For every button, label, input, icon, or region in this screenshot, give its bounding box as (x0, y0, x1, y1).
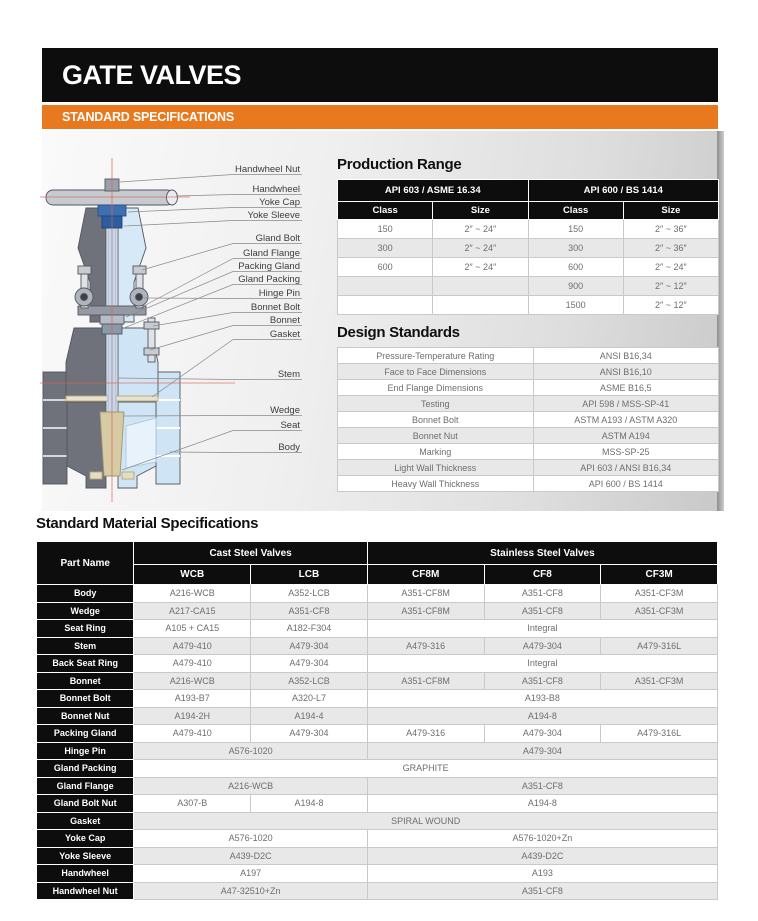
design-standard-value: API 598 / MSS-SP-41 (533, 396, 719, 412)
material-row (37, 847, 718, 865)
production-cell: 2″ ~ 24″ (623, 258, 718, 277)
material-row (37, 795, 718, 813)
material-cell: A193-B7 (134, 690, 251, 708)
material-specs-title: Standard Material Specifications (36, 515, 259, 532)
production-cell: 1500 (528, 296, 623, 315)
material-cell: A479-316 (367, 637, 484, 655)
material-cell: A576-1020 (134, 742, 367, 760)
material-cell: A351-CF8 (484, 672, 601, 690)
design-standard-value: ANSI B16,34 (533, 348, 719, 364)
part-label: Yoke Cap (259, 197, 300, 208)
part-name-cell: Gasket (37, 812, 134, 830)
material-cell: A479-410 (134, 637, 251, 655)
leader-line (124, 221, 302, 227)
part-label: Gland Packing (238, 274, 300, 285)
material-cell: A182-F304 (251, 620, 368, 638)
production-cell: 2″ ~ 24″ (433, 239, 528, 258)
design-standard-value: ANSI B16,10 (533, 364, 719, 380)
valve-group-header: Cast Steel Valves (134, 542, 367, 565)
design-standard-row (338, 348, 719, 364)
design-standard-value: API 603 / ANSI B16,34 (533, 460, 719, 476)
material-cell: A193 (367, 865, 717, 883)
design-standard-item: End Flange Dimensions (338, 380, 534, 396)
design-standard-row (338, 364, 719, 380)
material-cell: A197 (134, 865, 367, 883)
part-name-header: Part Name (37, 542, 134, 585)
design-standard-item: Heavy Wall Thickness (338, 476, 534, 492)
material-cell: A194-8 (367, 795, 717, 813)
design-standard-value: ASME B16,5 (533, 380, 719, 396)
part-name-cell: Body (37, 585, 134, 603)
production-cell: 2″ ~ 12″ (623, 296, 718, 315)
part-label: Bonnet (269, 315, 300, 326)
material-cell: A194-8 (251, 795, 368, 813)
part-label: Yoke Sleeve (247, 210, 300, 221)
part-name-cell: Handwheel (37, 865, 134, 883)
material-cell: A479-304 (367, 742, 717, 760)
material-cell: A351-CF3M (601, 602, 718, 620)
material-row (37, 812, 718, 830)
design-standard-row (338, 396, 719, 412)
production-cell: 2″ ~ 12″ (623, 277, 718, 296)
section-banner (42, 105, 718, 129)
column-header-row (37, 565, 718, 585)
material-cell: A217-CA15 (134, 602, 251, 620)
material-row (37, 620, 718, 638)
part-name-cell: Yoke Cap (37, 830, 134, 848)
part-label: Bonnet Bolt (250, 302, 300, 313)
production-cell (338, 277, 433, 296)
production-range-table (337, 179, 719, 315)
material-row (37, 585, 718, 603)
production-cell (433, 277, 528, 296)
material-row (37, 830, 718, 848)
material-cell: A194-2H (134, 707, 251, 725)
material-cell: A351-CF8 (367, 882, 717, 900)
production-row (338, 220, 719, 239)
material-cell: A351-CF8 (484, 602, 601, 620)
material-row (37, 672, 718, 690)
column-header: Class (338, 202, 433, 220)
part-label: Handwheel Nut (235, 164, 300, 175)
production-cell: 300 (528, 239, 623, 258)
design-standard-value: ASTM A193 / ASTM A320 (533, 412, 719, 428)
part-label: Seat (280, 420, 300, 431)
material-cell: A351-CF8M (367, 672, 484, 690)
production-cell: 2″ ~ 24″ (433, 220, 528, 239)
part-name-cell: Wedge (37, 602, 134, 620)
part-name-cell: Back Seat Ring (37, 655, 134, 673)
part-label: Gland Flange (242, 248, 300, 259)
part-label: Gasket (269, 329, 300, 340)
design-standard-item: Bonnet Bolt (338, 412, 534, 428)
material-grade-header: LCB (251, 565, 368, 585)
material-cell: A320-L7 (251, 690, 368, 708)
material-row (37, 707, 718, 725)
design-standard-row (338, 444, 719, 460)
production-cell: 600 (528, 258, 623, 277)
material-cell: A216-WCB (134, 585, 251, 603)
material-cell: A479-410 (134, 655, 251, 673)
design-standard-value: ASTM A194 (533, 428, 719, 444)
material-cell: A479-316 (367, 725, 484, 743)
material-cell: A479-316L (601, 637, 718, 655)
design-standards-title: Design Standards (337, 324, 460, 341)
group-header-row (37, 542, 718, 565)
material-cell: A479-304 (484, 725, 601, 743)
material-cell: A351-CF8M (367, 585, 484, 603)
part-name-cell: Gland Bolt Nut (37, 795, 134, 813)
material-cell: A576-1020+Zn (367, 830, 717, 848)
material-cell: A352-LCB (251, 672, 368, 690)
design-standard-row (338, 412, 719, 428)
design-standards-table (337, 347, 719, 492)
group-header-row (338, 180, 719, 202)
production-row (338, 258, 719, 277)
production-cell: 150 (338, 220, 433, 239)
column-header: Size (623, 202, 718, 220)
material-row (37, 690, 718, 708)
material-row (37, 602, 718, 620)
material-row (37, 637, 718, 655)
part-name-cell: Yoke Sleeve (37, 847, 134, 865)
material-cell: A479-304 (251, 655, 368, 673)
part-label: Stem (277, 369, 300, 380)
material-cell: A194-8 (367, 707, 717, 725)
material-cell: A439-D2C (134, 847, 367, 865)
design-standard-row (338, 428, 719, 444)
group-header: API 600 / BS 1414 (528, 180, 719, 202)
design-standard-item: Pressure-Temperature Rating (338, 348, 534, 364)
production-row (338, 277, 719, 296)
material-row (37, 742, 718, 760)
material-cell: A576-1020 (134, 830, 367, 848)
valve-artwork (43, 179, 180, 488)
material-cell: A307-B (134, 795, 251, 813)
material-row (37, 777, 718, 795)
material-row (37, 760, 718, 778)
material-cell: A193-B8 (367, 690, 717, 708)
material-row (37, 865, 718, 883)
part-name-cell: Bonnet Nut (37, 707, 134, 725)
design-standard-item: Face to Face Dimensions (338, 364, 534, 380)
material-cell: SPIRAL WOUND (134, 812, 718, 830)
material-row (37, 725, 718, 743)
design-standard-item: Bonnet Nut (338, 428, 534, 444)
page-title: GATE VALVES (62, 60, 242, 90)
material-cell: A351-CF3M (601, 672, 718, 690)
section-banner-label: STANDARD SPECIFICATIONS (62, 110, 235, 124)
gate-valve-cross-section-diagram (40, 150, 332, 510)
design-standard-item: Marking (338, 444, 534, 460)
material-cell: A194-4 (251, 707, 368, 725)
part-name-cell: Gland Packing (37, 760, 134, 778)
material-cell: A479-304 (251, 637, 368, 655)
design-standard-item: Testing (338, 396, 534, 412)
part-name-cell: Stem (37, 637, 134, 655)
design-standard-value: MSS-SP-25 (533, 444, 719, 460)
production-cell: 2″ ~ 36″ (623, 220, 718, 239)
valve-group-header: Stainless Steel Valves (367, 542, 717, 565)
material-grade-header: CF3M (601, 565, 718, 585)
part-label: Hinge Pin (258, 288, 300, 299)
material-grade-header: WCB (134, 565, 251, 585)
production-cell (433, 296, 528, 315)
part-name-cell: Seat Ring (37, 620, 134, 638)
part-name-cell: Gland Flange (37, 777, 134, 795)
production-cell (338, 296, 433, 315)
part-label: Handwheel (252, 184, 300, 195)
part-name-cell: Bonnet Bolt (37, 690, 134, 708)
design-standard-row (338, 476, 719, 492)
column-header-row (338, 202, 719, 220)
design-standard-row (338, 460, 719, 476)
material-cell: A439-D2C (367, 847, 717, 865)
material-row (37, 882, 718, 900)
material-cell: A216-WCB (134, 777, 367, 795)
material-cell: Integral (367, 620, 717, 638)
material-cell: A351-CF3M (601, 585, 718, 603)
material-cell: A105 + CA15 (134, 620, 251, 638)
part-label: Body (278, 442, 300, 453)
production-cell: 2″ ~ 36″ (623, 239, 718, 258)
production-row (338, 239, 719, 258)
column-header: Size (433, 202, 528, 220)
material-cell: A47-32510+Zn (134, 882, 367, 900)
part-label: Gland Bolt (255, 233, 300, 244)
design-standard-item: Light Wall Thickness (338, 460, 534, 476)
part-name-cell: Packing Gland (37, 725, 134, 743)
design-standard-value: API 600 / BS 1414 (533, 476, 719, 492)
production-cell: 600 (338, 258, 433, 277)
material-cell: A479-304 (251, 725, 368, 743)
production-cell: 300 (338, 239, 433, 258)
material-cell: A479-410 (134, 725, 251, 743)
material-cell: A351-CF8 (484, 585, 601, 603)
part-name-cell: Hinge Pin (37, 742, 134, 760)
material-cell: GRAPHITE (134, 760, 718, 778)
material-grade-header: CF8 (484, 565, 601, 585)
material-cell: A351-CF8M (367, 602, 484, 620)
material-cell: A351-CF8 (367, 777, 717, 795)
design-standard-row (338, 380, 719, 396)
page-header-bar (42, 48, 718, 102)
material-cell: A216-WCB (134, 672, 251, 690)
material-specs-table (36, 541, 718, 900)
production-cell: 900 (528, 277, 623, 296)
part-name-cell: Handwheel Nut (37, 882, 134, 900)
column-header: Class (528, 202, 623, 220)
material-cell: A351-CF8 (251, 602, 368, 620)
material-row (37, 655, 718, 673)
production-cell: 150 (528, 220, 623, 239)
material-cell: A479-316L (601, 725, 718, 743)
production-cell: 2″ ~ 24″ (433, 258, 528, 277)
part-label: Packing Gland (238, 261, 300, 272)
production-range-title: Production Range (337, 156, 462, 173)
group-header: API 603 / ASME 16.34 (338, 180, 529, 202)
leader-line (120, 175, 302, 183)
part-name-cell: Bonnet (37, 672, 134, 690)
material-cell: Integral (367, 655, 717, 673)
part-label: Wedge (270, 405, 300, 416)
material-grade-header: CF8M (367, 565, 484, 585)
material-cell: A479-304 (484, 637, 601, 655)
production-row (338, 296, 719, 315)
material-cell: A352-LCB (251, 585, 368, 603)
